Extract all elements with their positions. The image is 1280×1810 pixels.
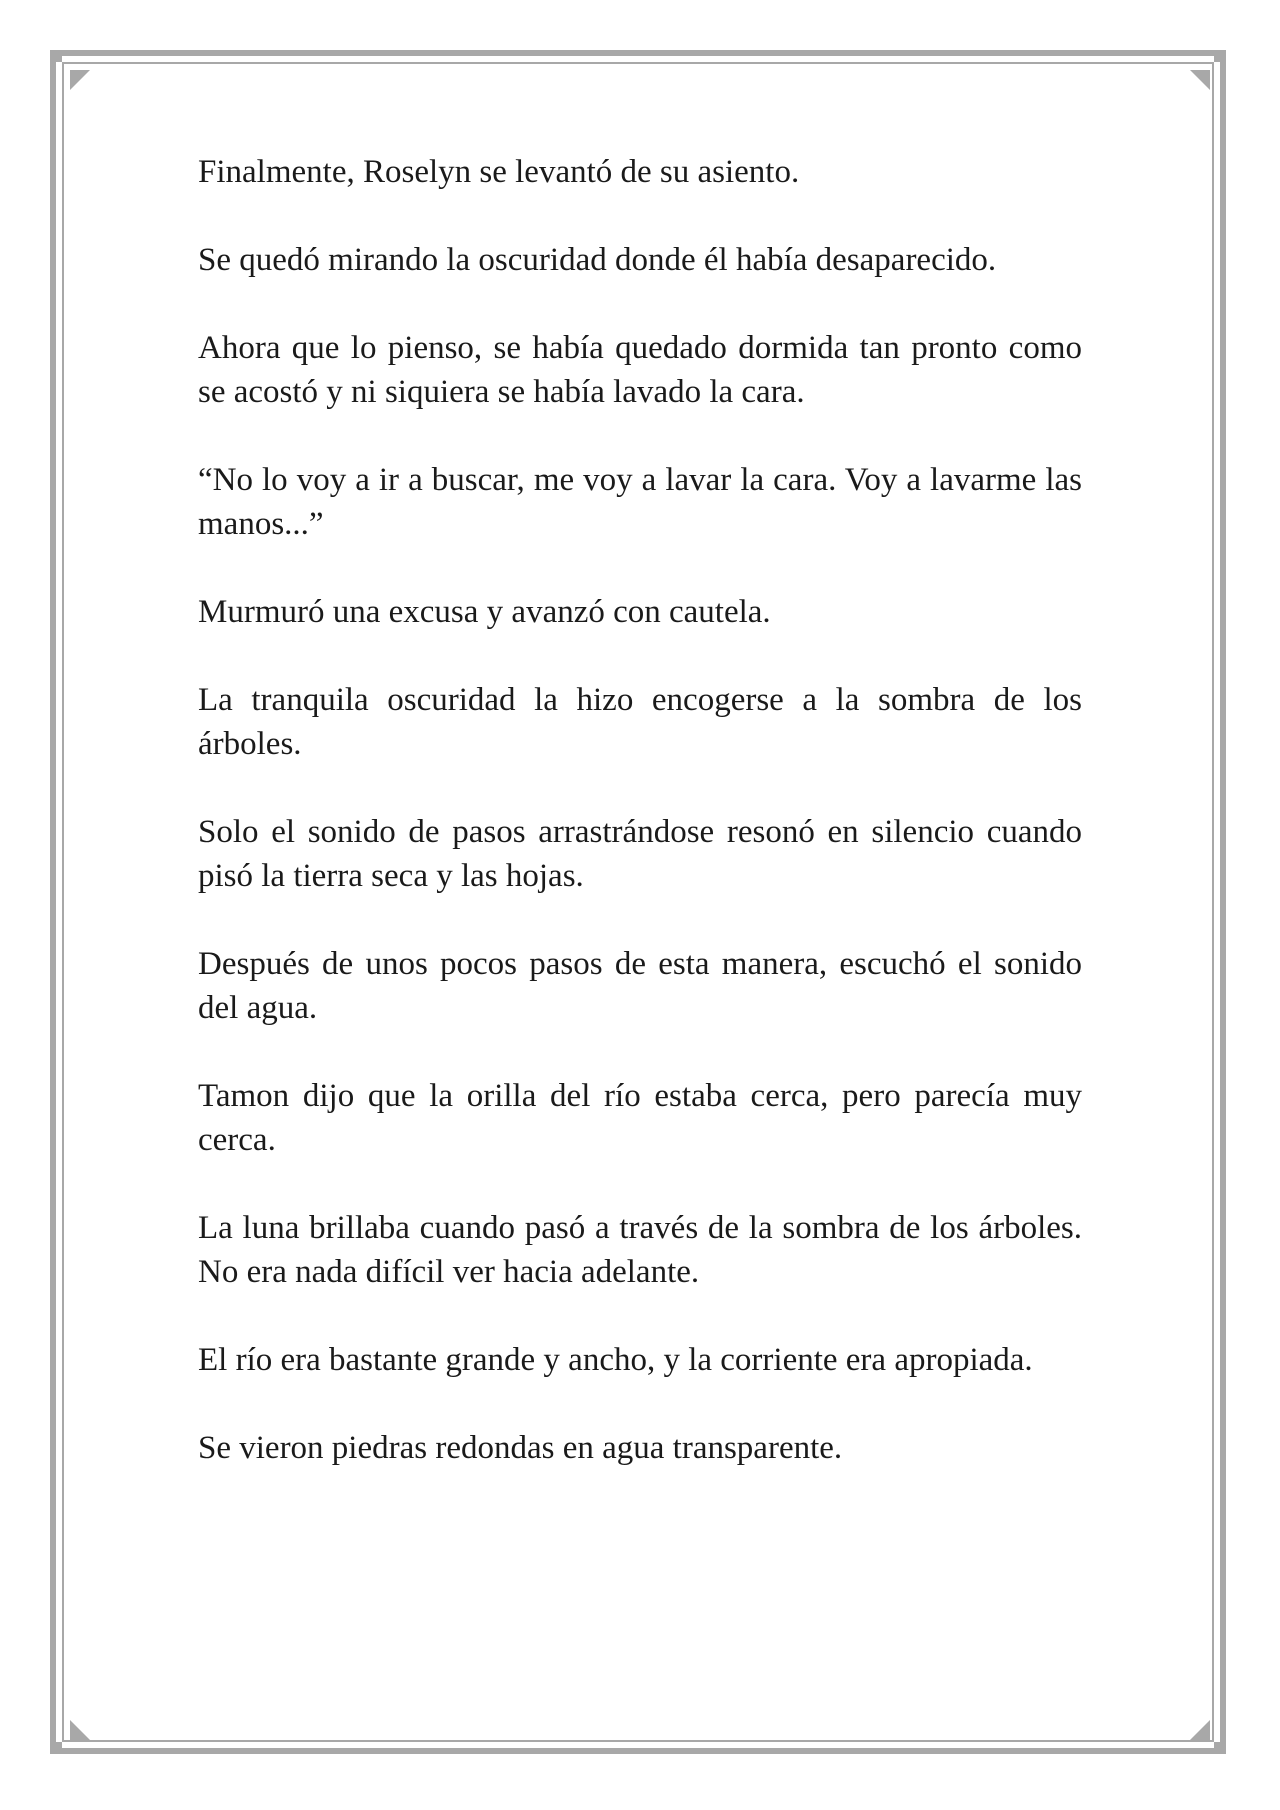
- corner-triangle-top-right-icon: [1190, 70, 1210, 90]
- paragraph: Solo el sonido de pasos arrastrándose resonó en silencio cuando pisó la tierra seca y las hojas.: [198, 814, 1082, 894]
- paragraph: La luna brillaba cuando pasó a través de la sombra de los árboles. No era nada difícil ver hacia adelante.: [198, 1210, 1082, 1290]
- paragraph: Después de unos pocos pasos de esta manera, escuchó el sonido del agua.: [198, 946, 1082, 1026]
- paragraph: Tamon dijo que la orilla del río estaba cerca, pero parecía muy cerca.: [198, 1078, 1082, 1158]
- frame-corner-top-right: [1214, 50, 1226, 62]
- corner-triangle-bottom-left-icon: [70, 1720, 90, 1740]
- paragraph: Se vieron piedras redondas en agua transparente.: [198, 1430, 843, 1466]
- paragraph: La tranquila oscuridad la hizo encogerse a la sombra de los árboles.: [198, 682, 1082, 762]
- paragraph: Finalmente, Roselyn se levantó de su asiento.: [198, 154, 800, 190]
- frame-corner-bottom-right: [1214, 1742, 1226, 1754]
- corner-triangle-top-left-icon: [70, 70, 90, 90]
- frame-corner-bottom-left: [50, 1742, 62, 1754]
- corner-triangle-bottom-right-icon: [1190, 1720, 1210, 1740]
- paragraph: “No lo voy a ir a buscar, me voy a lavar la cara. Voy a lavarme las manos...”: [198, 462, 1082, 542]
- paragraph: Se quedó mirando la oscuridad donde él había desaparecido.: [198, 242, 997, 278]
- story-text: [198, 150, 1082, 1514]
- frame-corner-top-left: [50, 50, 62, 62]
- paragraph: Ahora que lo pienso, se había quedado dormida tan pronto como se acostó y ni siquiera se había lavado la cara.: [198, 330, 1082, 410]
- paragraph: Murmuró una excusa y avanzó con cautela.: [198, 594, 771, 630]
- paragraph: El río era bastante grande y ancho, y la corriente era apropiada.: [198, 1342, 1033, 1378]
